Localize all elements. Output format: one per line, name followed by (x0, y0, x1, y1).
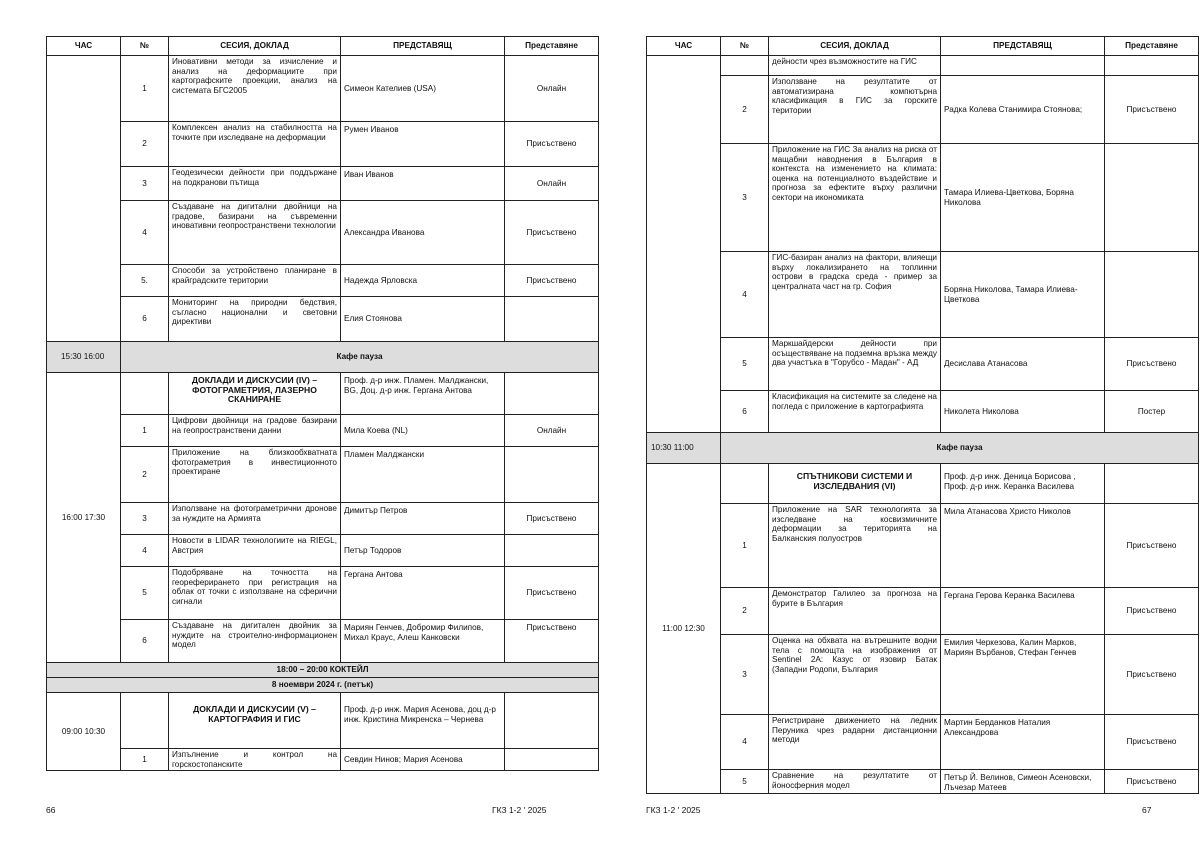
coffee-break-row (47, 342, 599, 373)
table-row (47, 749, 599, 771)
break-label: Кафе пауза (721, 433, 1199, 464)
row-number: 4 (121, 201, 169, 265)
table-row (47, 56, 599, 122)
row-number: 1 (721, 504, 769, 588)
speaker: Гергана Антова (341, 567, 505, 620)
program-table-left (46, 36, 599, 771)
speaker (941, 56, 1105, 76)
presentation-mode: Присъствено (1105, 76, 1199, 144)
speaker: Иван Иванов (341, 167, 505, 201)
table-row (647, 770, 1199, 794)
presentation-mode: Присъствено (1105, 504, 1199, 588)
table-row (47, 297, 599, 342)
talk-title: Новости в LIDAR технологиите на RIEGL, Австрия (169, 535, 341, 567)
journal-footer-right: ГКЗ 1-2 ' 2025 (646, 805, 701, 815)
table-row (47, 567, 599, 620)
header-time: ЧАС (47, 37, 121, 56)
speaker: Боряна Николова, Тамара Илиева-Цветкова (941, 252, 1105, 338)
row-number: 6 (721, 391, 769, 433)
header-presenter: ПРЕДСТАВЯЩ (341, 37, 505, 56)
talk-title: Създаване на дигитални двойници на градове, базирани на съвременни иновативни геопространствени технологии (169, 201, 341, 265)
table-row (647, 144, 1199, 252)
presentation-mode: Присъствено (1105, 770, 1199, 794)
speaker: Мариян Генчев, Добромир Филипов, Михал Краус, Алеш Канковски (341, 620, 505, 663)
session-row (47, 693, 599, 749)
header-session: СЕСИЯ, ДОКЛАД (169, 37, 341, 56)
speaker: Севдин Нинов; Мария Асенова (341, 749, 505, 771)
table-row (647, 56, 1199, 76)
speaker: Николета Николова (941, 391, 1105, 433)
table-row (47, 415, 599, 447)
speaker: Тамара Илиева-Цветкова, Боряна Николова (941, 144, 1105, 252)
presentation-mode (505, 297, 599, 342)
header-num: № (121, 37, 169, 56)
header-presenter: ПРЕДСТАВЯЩ (941, 37, 1105, 56)
talk-title: Класификация на системите за следене на погледа с приложение в картографията (769, 391, 941, 433)
page-number-left: 66 (46, 805, 56, 815)
presentation-mode: Присъствено (505, 567, 599, 620)
session-title: ДОКЛАДИ И ДИСКУСИИ (IV) – ФОТОГРАМЕТРИЯ, ЛАЗЕРНО СКАНИРАНЕ (169, 373, 341, 415)
header-mode: Представяне (1105, 37, 1199, 56)
empty-cell (121, 693, 169, 749)
talk-title: Използване на фотограметрични дронове за нуждите на Армията (169, 503, 341, 535)
talk-title: Подобряване на точността на геореферирането при регистрация на облак от точки с използване на сферични сигнали (169, 567, 341, 620)
session-time: 11:00 12:30 (647, 464, 721, 794)
speaker: Десислава Атанасова (941, 338, 1105, 391)
left-page (46, 36, 578, 771)
row-number: 3 (721, 144, 769, 252)
row-number: 3 (721, 635, 769, 715)
speaker: Симеон Кателиев (USA) (341, 56, 505, 122)
page-number-right: 67 (1142, 805, 1152, 815)
presentation-mode: Онлайн (505, 415, 599, 447)
speaker: Надежда Ярловска (341, 265, 505, 297)
talk-title: Изпълнение и контрол на горскостопанските (169, 749, 341, 771)
table-row (47, 447, 599, 503)
presentation-mode (1105, 56, 1199, 76)
table-row (647, 504, 1199, 588)
talk-title: Геодезически дейности при поддържане на подкранови пътища (169, 167, 341, 201)
table-row (47, 535, 599, 567)
presentation-mode: Присъствено (1105, 588, 1199, 635)
table-row (47, 620, 599, 663)
row-number: 2 (721, 588, 769, 635)
empty-cell (121, 373, 169, 415)
header-time: ЧАС (647, 37, 721, 56)
row-number: 1 (121, 415, 169, 447)
talk-title: Маркшайдерски дейности при осъществяване на подземна връзка между два участъка в "Горубсо - Мадан" - АД (769, 338, 941, 391)
session-row (47, 373, 599, 415)
session-title: ДОКЛАДИ И ДИСКУСИИ (V) – КАРТОГРАФИЯ И ГИС (169, 693, 341, 749)
table-row (647, 635, 1199, 715)
table-row (647, 391, 1199, 433)
session-time: 16:00 17:30 (47, 373, 121, 663)
table-row (47, 503, 599, 535)
speaker: Димитър Петров (341, 503, 505, 535)
presentation-mode: Присъствено (505, 620, 599, 663)
presentation-mode (505, 447, 599, 503)
talk-title: Цифрови двойници на градове базирани на геопространствени данни (169, 415, 341, 447)
row-number: 4 (721, 252, 769, 338)
date-row (47, 678, 599, 693)
cocktail-label: 18:00 – 20:00 КОКТЕЙЛ (47, 663, 599, 678)
table-row (647, 76, 1199, 144)
date-label: 8 ноември 2024 г. (петък) (47, 678, 599, 693)
time-cell (47, 56, 121, 342)
row-number: 6 (121, 297, 169, 342)
session-time: 09:00 10:30 (47, 693, 121, 771)
row-number: 2 (721, 76, 769, 144)
speaker: Мартин Берданков Наталия Александрова (941, 715, 1105, 770)
talk-title: Демонстратор Галилео за прогноза на бурите в България (769, 588, 941, 635)
empty-cell (721, 464, 769, 504)
talk-title: Регистриране движението на ледник Перуника чрез радарни дистанционни методи (769, 715, 941, 770)
table-row (647, 588, 1199, 635)
session-chairs: Проф. д-р инж. Деница Борисова , Проф. д-р инж. Керанка Василева (941, 464, 1105, 504)
presentation-mode: Онлайн (505, 56, 599, 122)
row-number: 4 (121, 535, 169, 567)
talk-title: Сравнение на резултатите от йоносферния модел (769, 770, 941, 794)
row-number: 3 (121, 167, 169, 201)
empty-cell (505, 373, 599, 415)
table-row (647, 338, 1199, 391)
presentation-mode: Присъствено (505, 122, 599, 167)
row-number: 2 (121, 447, 169, 503)
speaker: Мила Атанасова Христо Николов (941, 504, 1105, 588)
presentation-mode: Присъствено (505, 201, 599, 265)
row-number: 3 (121, 503, 169, 535)
header-mode: Представяне (505, 37, 599, 56)
row-number: 5 (121, 567, 169, 620)
speaker: Радка Колева Станимира Стоянова; (941, 76, 1105, 144)
presentation-mode: Присъствено (505, 265, 599, 297)
presentation-mode: Присъствено (1105, 338, 1199, 391)
speaker: Елия Стоянова (341, 297, 505, 342)
speaker: Румен Иванов (341, 122, 505, 167)
talk-title: Използване на резултатите от автоматизирана компютърна класификация в ГИС за горските територии (769, 76, 941, 144)
row-number: 5 (721, 338, 769, 391)
talk-title: Приложение на ГИС За анализ на риска от мащабни наводнения в България в контекста на изменението на климата: оценка на потенциалното въздействие и прогноза за ефектите върху различни сектори на икономиката (769, 144, 941, 252)
speaker: Петър Тодоров (341, 535, 505, 567)
presentation-mode (1105, 252, 1199, 338)
talk-title: Приложение на SAR технологията за изследване на косвизмичните деформации за територията на Балканския полуостров (769, 504, 941, 588)
talk-title: Комплексен анализ на стабилността на точките при изследване на деформации (169, 122, 341, 167)
empty-cell (1105, 464, 1199, 504)
table-row (47, 265, 599, 297)
table-header (647, 37, 1199, 56)
presentation-mode: Присъствено (1105, 635, 1199, 715)
speaker: Пламен Малджански (341, 447, 505, 503)
empty-cell (505, 693, 599, 749)
speaker: Мила Коева (NL) (341, 415, 505, 447)
presentation-mode: Онлайн (505, 167, 599, 201)
row-number: 1 (121, 56, 169, 122)
speaker: Александра Иванова (341, 201, 505, 265)
talk-title: Приложение на близкообхватната фотограметрия в инвестиционното проектиране (169, 447, 341, 503)
session-chairs: Проф. д-р инж. Пламен. Малджански, BG, Доц. д-р инж. Гергана Антова (341, 373, 505, 415)
presentation-mode (505, 535, 599, 567)
talk-title: ГИС-базиран анализ на фактори, влияещи върху локализирането на топлинни острови в градска среда - пример за централната част на гр. София (769, 252, 941, 338)
row-number: 4 (721, 715, 769, 770)
speaker: Гергана Герова Керанка Василева (941, 588, 1105, 635)
talk-title: Оценка на обхвата на вътрешните водни тела с помощта на изображения от Sentinel 2A: Казус от язовир Батак (Западни Родопи, България (769, 635, 941, 715)
session-title: СПЪТНИКОВИ СИСТЕМИ И ИЗСЛЕДВАНИЯ (VI) (769, 464, 941, 504)
right-page (646, 36, 1178, 794)
presentation-mode: Постер (1105, 391, 1199, 433)
presentation-mode: Присъствено (505, 503, 599, 535)
row-number: 1 (121, 749, 169, 771)
table-row (647, 715, 1199, 770)
presentation-mode (505, 749, 599, 771)
break-time: 15:30 16:00 (47, 342, 121, 373)
row-number: 5. (121, 265, 169, 297)
session-chairs: Проф. д-р инж. Мария Асенова, доц д-р инж. Кристина Микренска – Чернева (341, 693, 505, 749)
talk-title: дейности чрез възможностите на ГИС (769, 56, 941, 76)
presentation-mode: Присъствено (1105, 715, 1199, 770)
cocktail-row (47, 663, 599, 678)
break-time: 10:30 11:00 (647, 433, 721, 464)
table-header (47, 37, 599, 56)
journal-footer-left: ГКЗ 1-2 ' 2025 (492, 805, 547, 815)
speaker: Петър Й. Велинов, Симеон Асеновски, Лъчезар Матеев (941, 770, 1105, 794)
program-table-right (646, 36, 1199, 794)
row-number: 6 (121, 620, 169, 663)
table-row (47, 167, 599, 201)
row-number: 2 (121, 122, 169, 167)
break-label: Кафе пауза (121, 342, 599, 373)
time-cell (647, 56, 721, 433)
table-row (647, 252, 1199, 338)
table-row (47, 122, 599, 167)
talk-title: Мониторинг на природни бедствия, съгласно национални и световни директиви (169, 297, 341, 342)
talk-title: Създаване на дигитален двойник за нуждите на строително-информационен модел (169, 620, 341, 663)
session-row (647, 464, 1199, 504)
row-number: 5 (721, 770, 769, 794)
talk-title: Способи за устройствено планиране в крайградските територии (169, 265, 341, 297)
header-session: СЕСИЯ, ДОКЛАД (769, 37, 941, 56)
row-number (721, 56, 769, 76)
table-row (47, 201, 599, 265)
presentation-mode (1105, 144, 1199, 252)
coffee-break-row (647, 433, 1199, 464)
talk-title: Иновативни методи за изчисление и анализ на деформациите при картографските проекции, анализ на системата БГС2005 (169, 56, 341, 122)
speaker: Емилия Черкезова, Калин Марков, Мариян Върбанов, Стефан Генчев (941, 635, 1105, 715)
header-num: № (721, 37, 769, 56)
